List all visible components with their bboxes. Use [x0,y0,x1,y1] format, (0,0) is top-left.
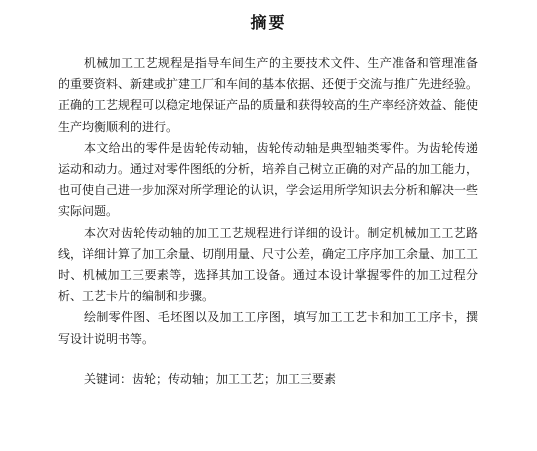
keywords-label: 关键词： [84,372,133,386]
keywords-list: 齿轮；传动轴；加工工艺；加工三要素 [132,372,337,386]
keywords-line [84,371,336,387]
abstract-body [58,53,478,350]
abstract-paragraph-1: 机械加工工艺规程是指导车间生产的主要技术文件、生产准备和管理准备的重要资料、新建或扩建工厂和车间的基本依据、还便于交流与推广先进经验。正确的工艺规程可以稳定地保证产品的质量和获得较高的生产率经济效益、能使生产均衡顺利的进行。 [58,56,479,134]
abstract-paragraph-2: 本文给出的零件是齿轮传动轴，齿轮传动轴是典型轴类零件。为齿轮传递运动和动力。通过对零件图纸的分析，培养自己树立正确的对产品的加工能力，也可使自己进一步加深对所学理论的认识，学会运用所学知识去分析和解决一些实际问题。 [58,140,479,219]
abstract-title: 摘要 [250,13,287,32]
abstract-paragraph-4: 绘制零件图、毛坯图以及加工工序图，填写加工工艺卡和加工工序卡，撰写设计说明书等。 [58,310,478,346]
abstract-paragraph-3: 本次对齿轮传动轴的加工工艺规程进行详细的设计。制定机械加工工艺路线，详细计算了加工余量、切削用量、尺寸公差，确定工序序加工余量、加工工时、机械加工三要素等，选择其加工设备。通过本设计掌握零件的加工过程分析、工艺卡片的编制和步骤。 [58,225,479,304]
